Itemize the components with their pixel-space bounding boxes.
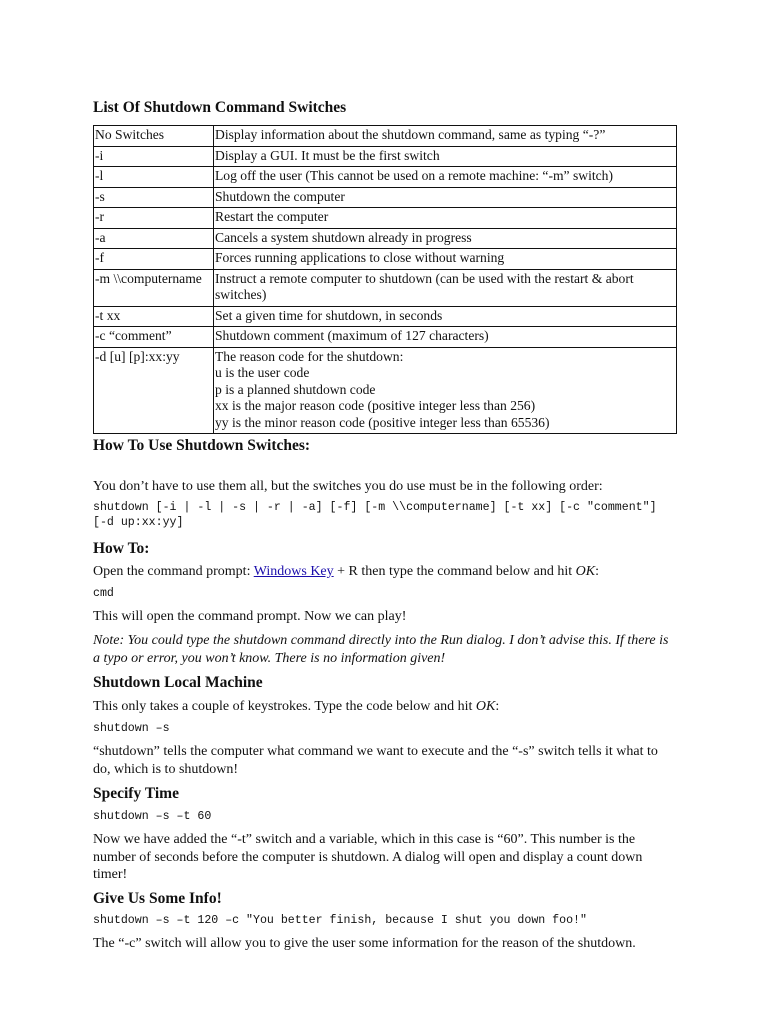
how-to-use-text: You don’t have to use them all, but the switches you do use must be in the following order: [93, 479, 603, 494]
description-line: Restart the computer [215, 209, 329, 224]
description-cell [214, 347, 677, 434]
table-row [94, 187, 677, 208]
switch-cell: -t xx [94, 306, 214, 327]
table-row [94, 306, 677, 327]
description-line: xx is the major reason code (positive integer less than 256) [215, 398, 536, 413]
info-heading: Give Us Some Info! [93, 890, 222, 907]
description-cell [214, 187, 677, 208]
table-row [94, 146, 677, 167]
syntax-code: shutdown [-i | -l | -s | -r | -a] [-f] [-m \\computername] [-t xx] [-c "comment"] [-d up:xx:yy] [93, 501, 664, 529]
description-line: Set a given time for shutdown, in seconds [215, 307, 443, 323]
table-row [94, 167, 677, 188]
switch-cell: -s [94, 187, 214, 208]
description-line: The reason code for the shutdown: [215, 348, 404, 364]
description-line: u is the user code [215, 365, 310, 380]
local-machine-text [93, 698, 677, 716]
table-row [94, 347, 677, 434]
specify-time-heading: Specify Time [93, 785, 179, 802]
how-to-use-heading: How To Use Shutdown Switches: [93, 437, 311, 454]
description-cell [214, 306, 677, 327]
description-line: Shutdown the computer [215, 188, 345, 204]
cmd-code: cmd [93, 587, 114, 600]
description-line: Log off the user (This cannot be used on a remote machine: “-m” switch) [215, 168, 613, 183]
switches-table-body [94, 126, 677, 434]
how-to-text [93, 563, 677, 581]
description-cell [214, 126, 677, 147]
description-line: Shutdown comment (maximum of 127 characters) [215, 328, 489, 343]
switch-cell: -l [94, 167, 214, 188]
table-row [94, 126, 677, 147]
description-line: yy is the minor reason code (positive integer less than 65536) [215, 414, 550, 430]
description-cell [214, 167, 677, 188]
switch-cell: -f [94, 249, 214, 270]
colon: : [495, 699, 500, 714]
switch-cell: -c “comment” [94, 327, 214, 348]
description-cell [214, 249, 677, 270]
shutdown-s-code: shutdown –s [93, 722, 170, 735]
switch-cell: No Switches [94, 126, 214, 147]
description-line: Instruct a remote computer to shutdown (can be used with the restart & abort switches) [215, 270, 634, 302]
switch-cell: -r [94, 208, 214, 229]
shutdown-explanation: “shutdown” tells the computer what command we want to execute and the “-s” switch tells it what to do, which is to shutdown! [93, 744, 658, 777]
description-cell [214, 228, 677, 249]
how-to-text-start: Open the command prompt: [93, 564, 254, 579]
description-line: Forces running applications to close without warning [215, 250, 505, 265]
ok-label: OK [475, 699, 496, 714]
description-cell [214, 208, 677, 229]
table-row [94, 228, 677, 249]
table-row [94, 249, 677, 270]
how-to-text-end: + R then type the command below and hit [333, 564, 576, 579]
specify-time-text: Now we have added the “-t” switch and a variable, which in this case is “60”. This number is the number of seconds before the computer is shutdown. A dialog will open and display a count down timer! [93, 832, 643, 882]
description-line: Display a GUI. It must be the first switch [215, 147, 440, 163]
ok-label: OK [575, 564, 596, 579]
command-prompt-text: This will open the command prompt. Now we can play! [93, 609, 407, 624]
colon: : [595, 564, 599, 579]
description-cell [214, 327, 677, 348]
description-line: Cancels a system shutdown already in progress [215, 229, 472, 245]
switch-cell: -a [94, 228, 214, 249]
local-machine-heading: Shutdown Local Machine [93, 674, 263, 691]
description-cell [214, 269, 677, 306]
local-machine-text-start: This only takes a couple of keystrokes. Type the code below and hit [93, 699, 476, 714]
comment-code: shutdown –s –t 120 –c "You better finish, because I shut you down foo!" [93, 914, 587, 927]
comment-text: The “-c” switch will allow you to give the user some information for the reason of the shutdown. [93, 936, 636, 951]
specify-time-code: shutdown –s –t 60 [93, 810, 212, 823]
description-line: Display information about the shutdown command, same as typing “-?” [215, 127, 606, 142]
run-dialog-note: Note: You could type the shutdown command directly into the Run dialog. I don’t advise this. If there is a typo or error, you won’t know. There is no information given! [93, 633, 669, 666]
table-row [94, 327, 677, 348]
description-cell [214, 146, 677, 167]
table-row [94, 269, 677, 306]
description-line: p is a planned shutdown code [215, 381, 376, 397]
windows-key-link[interactable]: Windows Key [253, 564, 334, 579]
switches-table [93, 125, 677, 434]
table-row [94, 208, 677, 229]
switch-cell: -i [94, 146, 214, 167]
switch-cell: -d [u] [p]:xx:yy [94, 347, 214, 434]
switch-cell: -m \\computername [94, 269, 214, 306]
page-title: List Of Shutdown Command Switches [93, 99, 347, 116]
how-to-heading: How To: [93, 540, 150, 557]
